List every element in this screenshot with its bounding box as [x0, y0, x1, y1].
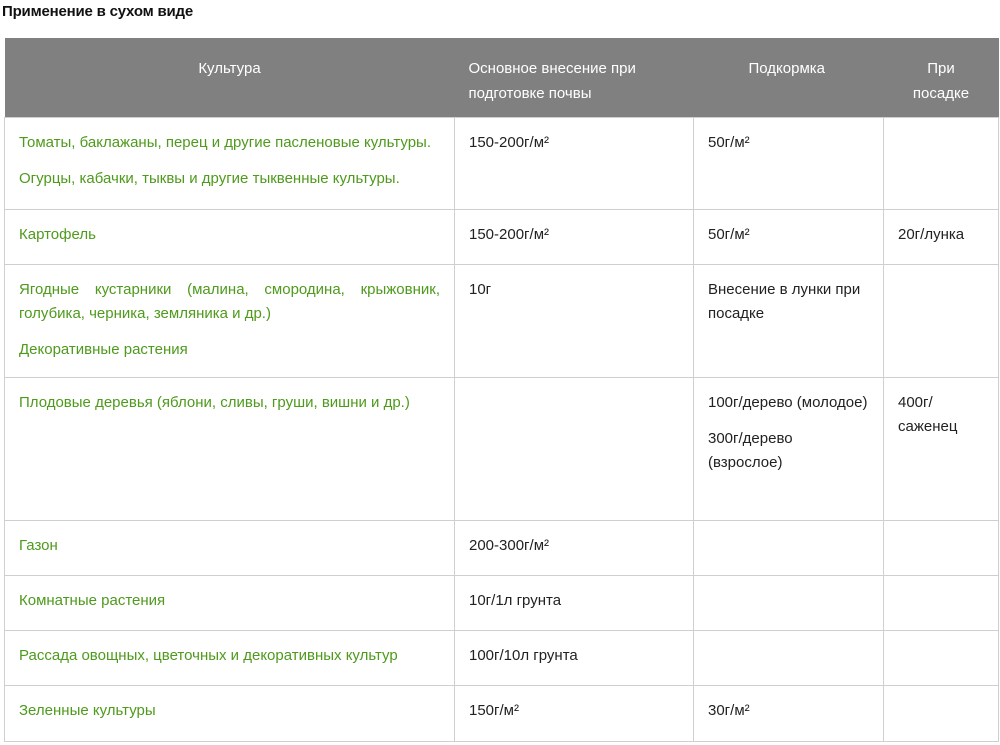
main-cell: 150-200г/м² — [455, 209, 694, 264]
planting-cell: 400г/ саженец — [884, 377, 999, 520]
feeding-cell — [694, 630, 884, 685]
table-row — [5, 264, 999, 377]
feeding-cell: 50г/м² — [694, 117, 884, 209]
main-cell: 200-300г/м² — [455, 520, 694, 575]
feeding-text: 100г/дерево (молодое) — [708, 393, 868, 411]
crop-cell — [5, 264, 455, 377]
header-main-line2: подготовке почвы — [468, 85, 592, 102]
table-row — [5, 209, 999, 264]
feeding-cell: Внесение в лунки при посадке — [694, 264, 884, 377]
crop-cell: Плодовые деревья (яблони, сливы, груши, вишни и др.) — [5, 377, 455, 520]
planting-cell — [884, 575, 999, 630]
main-cell: 10г/1л грунта — [455, 575, 694, 630]
crop-text: Декоративные растения — [19, 340, 188, 358]
crop-cell: Рассада овощных, цветочных и декоративных культур — [5, 630, 455, 685]
crop-cell: Картофель — [5, 209, 455, 264]
planting-cell: 20г/лунка — [884, 209, 999, 264]
main-cell: 150г/м² — [455, 685, 694, 741]
feeding-text: 300г/дерево (взрослое) — [708, 429, 793, 471]
crop-cell — [5, 117, 455, 209]
crop-text: Огурцы, кабачки, тыквы и другие тыквенные культуры. — [19, 169, 400, 187]
main-cell: 150-200г/м² — [455, 117, 694, 209]
crop-text: Ягодные кустарники (малина, смородина, крыжовник, голубика, черника, земляника и др.) — [19, 280, 440, 322]
table-row — [5, 377, 999, 520]
crop-cell: Комнатные растения — [5, 575, 455, 630]
header-main-application — [455, 38, 694, 117]
planting-cell — [884, 520, 999, 575]
header-planting-line1: При — [927, 60, 955, 77]
feeding-cell: 50г/м² — [694, 209, 884, 264]
main-cell: 10г — [455, 264, 694, 377]
planting-cell — [884, 117, 999, 209]
crop-cell: Газон — [5, 520, 455, 575]
main-cell — [455, 377, 694, 520]
table-row — [5, 520, 999, 575]
planting-cell — [884, 685, 999, 741]
table-row — [5, 630, 999, 685]
application-table — [4, 38, 999, 742]
planting-cell — [884, 630, 999, 685]
header-planting-line2: посадке — [912, 85, 970, 102]
table-row — [5, 685, 999, 741]
header-feeding — [694, 38, 884, 117]
table-row — [5, 117, 999, 209]
header-main-line1: Основное внесение при — [468, 60, 636, 77]
table-header-row — [5, 38, 999, 117]
header-crop: Культура — [5, 38, 455, 117]
page-title: Применение в сухом виде — [2, 3, 193, 20]
header-planting — [884, 38, 999, 117]
main-cell: 100г/10л грунта — [455, 630, 694, 685]
header-feeding-label: Подкормка — [748, 60, 826, 77]
table-row — [5, 575, 999, 630]
feeding-cell — [694, 377, 884, 520]
feeding-cell — [694, 575, 884, 630]
crop-cell: Зеленные культуры — [5, 685, 455, 741]
feeding-cell: 30г/м² — [694, 685, 884, 741]
crop-text: Томаты, баклажаны, перец и другие пасленовые культуры. — [19, 133, 431, 151]
planting-cell — [884, 264, 999, 377]
feeding-cell — [694, 520, 884, 575]
